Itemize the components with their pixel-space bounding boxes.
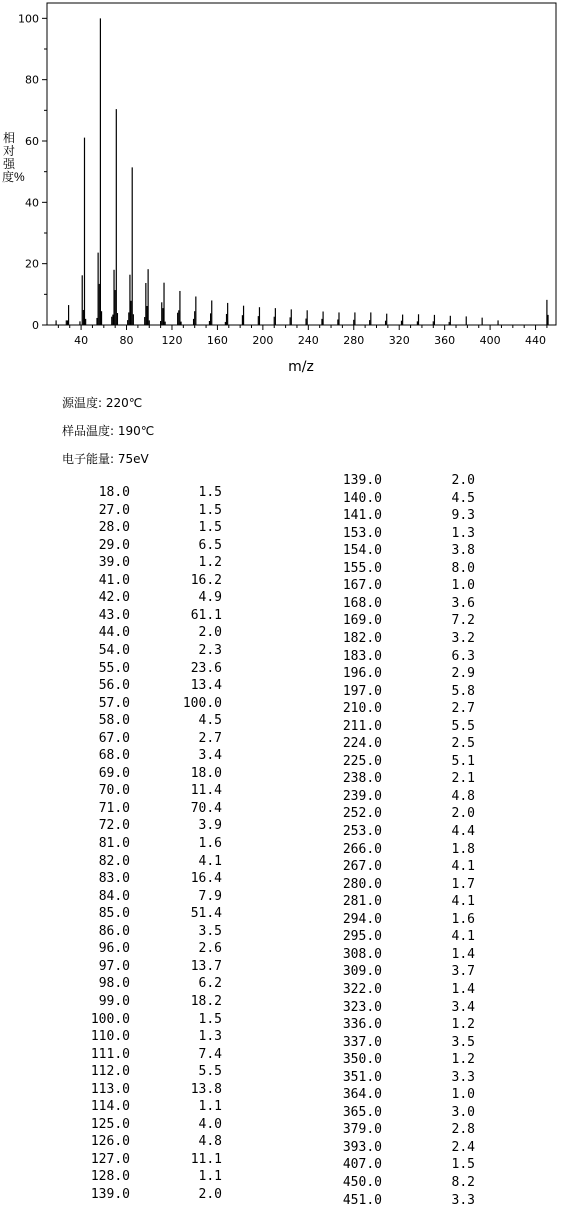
table-row: [0, 537, 290, 555]
mz-value: 112.0: [90, 1064, 130, 1080]
abundance-value: 3.3: [451, 1192, 475, 1208]
table-row: [0, 1116, 290, 1134]
mz-value: 28.0: [98, 520, 130, 536]
table-row: [290, 1034, 570, 1052]
mz-value: 253.0: [342, 824, 382, 839]
table-row: [0, 1098, 290, 1116]
table-row: [290, 823, 570, 841]
mz-value: 39.0: [98, 555, 130, 571]
electron-energy: 电子能量: 75eV: [62, 452, 149, 466]
table-row: [0, 747, 290, 765]
abundance-value: 3.8: [451, 543, 475, 559]
abundance-value: 4.8: [451, 788, 475, 804]
spectrum-bars: [56, 18, 548, 325]
table-row: [0, 572, 290, 590]
table-row: [0, 642, 290, 660]
mz-value: 393.0: [342, 1139, 382, 1155]
mz-value: 86.0: [98, 923, 130, 939]
table-row: [0, 1151, 290, 1169]
mz-value: 29.0: [98, 537, 130, 553]
table-row: [0, 1133, 290, 1151]
mz-value: 294.0: [342, 911, 382, 927]
mz-value: 126.0: [90, 1134, 130, 1150]
mz-value: 97.0: [98, 958, 130, 974]
abundance-value: 3.2: [451, 630, 475, 646]
x-tick-label: 120: [161, 334, 183, 347]
abundance-value: 4.1: [198, 853, 222, 869]
abundance-value: 4.4: [451, 824, 475, 839]
table-row: [290, 1051, 570, 1069]
mz-value: 365.0: [342, 1104, 382, 1120]
table-row: [0, 660, 290, 678]
mz-value: 281.0: [342, 894, 382, 910]
mz-value: 44.0: [98, 625, 130, 641]
y-tick-label: 40: [25, 196, 39, 210]
x-tick-label: 360: [434, 334, 456, 347]
mz-value: 114.0: [90, 1099, 130, 1115]
abundance-value: 2.0: [198, 625, 222, 641]
table-row: [0, 1011, 290, 1029]
abundance-value: 3.3: [451, 1069, 475, 1085]
mz-value: 196.0: [342, 666, 382, 682]
mz-value: 82.0: [98, 853, 130, 869]
abundance-value: 6.2: [198, 976, 222, 992]
abundance-value: 3.7: [451, 964, 475, 980]
abundance-value: 1.4: [451, 981, 475, 997]
mass-spectrum-chart: [0, 0, 570, 380]
mz-value: 83.0: [98, 871, 130, 887]
mz-value: 154.0: [342, 543, 382, 559]
table-row: [290, 700, 570, 718]
abundance-value: 7.2: [451, 613, 475, 629]
abundance-value: 3.5: [451, 1034, 475, 1050]
abundance-value: 4.0: [198, 1116, 222, 1132]
abundance-value: 70.4: [190, 800, 222, 816]
abundance-value: 3.0: [451, 1104, 475, 1120]
mz-value: 169.0: [342, 613, 382, 629]
abundance-value: 2.7: [198, 730, 222, 746]
x-tick-label: 80: [119, 334, 134, 347]
mz-value: 81.0: [98, 836, 130, 851]
mz-value: 139.0: [342, 473, 382, 488]
table-row: [0, 975, 290, 993]
table-row: [0, 519, 290, 537]
abundance-value: 8.0: [451, 560, 475, 576]
y-tick-label: 80: [25, 73, 39, 87]
table-row: [290, 963, 570, 981]
table-row: [0, 607, 290, 625]
mz-value: 266.0: [342, 841, 382, 857]
mz-value: 98.0: [98, 976, 130, 992]
mz-value: 140.0: [342, 490, 382, 506]
table-row: [290, 858, 570, 876]
table-row: [0, 940, 290, 958]
abundance-value: 1.5: [198, 520, 222, 536]
abundance-value: 1.5: [198, 502, 222, 518]
mz-value: 85.0: [98, 906, 130, 922]
table-row: [290, 788, 570, 806]
table-row: [0, 905, 290, 923]
abundance-value: 1.5: [198, 1011, 222, 1027]
abundance-value: 1.0: [451, 578, 475, 594]
abundance-value: 1.5: [198, 485, 222, 500]
table-row: [0, 1081, 290, 1099]
abundance-value: 16.4: [190, 871, 222, 887]
table-row: [290, 490, 570, 508]
table-row: [0, 695, 290, 713]
mz-value: 41.0: [98, 572, 130, 588]
table-row: [0, 817, 290, 835]
table-row: [0, 1046, 290, 1064]
abundance-value: 2.8: [451, 1122, 475, 1138]
table-row: [0, 870, 290, 888]
x-axis-label: m/z: [288, 359, 314, 375]
mz-value: 18.0: [98, 485, 130, 500]
mz-value: 42.0: [98, 590, 130, 606]
abundance-value: 9.3: [451, 508, 475, 524]
mz-value: 43.0: [98, 607, 130, 623]
mz-value: 183.0: [342, 648, 382, 664]
abundance-value: 61.1: [190, 607, 222, 623]
x-tick-label: 40: [74, 334, 89, 347]
table-row: [0, 1063, 290, 1081]
abundance-value: 1.6: [198, 836, 222, 851]
abundance-value: 4.5: [198, 713, 222, 729]
x-tick-label: 400: [479, 334, 501, 347]
source-temperature: 源温度: 220℃: [62, 396, 143, 410]
mz-value: 252.0: [342, 806, 382, 822]
abundance-value: 1.5: [451, 1157, 475, 1173]
peak-table-right: [290, 472, 570, 1212]
mz-value: 450.0: [342, 1175, 382, 1190]
abundance-value: 4.1: [451, 859, 475, 875]
mz-value: 139.0: [90, 1187, 130, 1202]
table-row: [290, 507, 570, 525]
mz-value: 99.0: [98, 993, 130, 1009]
mz-value: 70.0: [98, 783, 130, 799]
abundance-value: 2.1: [451, 771, 475, 787]
abundance-value: 2.6: [198, 941, 222, 957]
table-row: [0, 923, 290, 941]
mz-value: 84.0: [98, 888, 130, 904]
table-row: [0, 782, 290, 800]
plot-frame: [47, 3, 556, 325]
table-row: [290, 560, 570, 578]
abundance-value: 1.2: [198, 555, 222, 571]
y-tick-label: 20: [25, 257, 39, 271]
y-tick-label: 100: [18, 12, 39, 26]
abundance-value: 13.7: [190, 958, 222, 974]
abundance-value: 6.3: [451, 648, 475, 664]
mz-value: 337.0: [342, 1034, 382, 1050]
mz-value: 27.0: [98, 502, 130, 518]
mz-value: 211.0: [342, 718, 382, 734]
mz-value: 407.0: [342, 1157, 382, 1173]
abundance-value: 3.9: [198, 818, 222, 834]
table-row: [290, 1069, 570, 1087]
mz-value: 197.0: [342, 683, 382, 699]
table-row: [290, 876, 570, 894]
abundance-value: 3.6: [451, 595, 475, 611]
y-axis-label: 相对强度%: [2, 131, 25, 184]
mz-value: 295.0: [342, 929, 382, 945]
table-row: [0, 993, 290, 1011]
table-row: [0, 958, 290, 976]
table-row: [0, 1168, 290, 1186]
mz-value: 239.0: [342, 788, 382, 804]
axis-ticks: [18, 12, 547, 347]
abundance-value: 1.7: [451, 876, 475, 892]
table-row: [290, 735, 570, 753]
y-tick-label: 60: [25, 135, 39, 148]
abundance-value: 3.4: [451, 999, 475, 1015]
abundance-value: 1.2: [451, 1052, 475, 1068]
table-row: [290, 893, 570, 911]
mz-value: 364.0: [342, 1087, 382, 1103]
abundance-value: 4.8: [198, 1134, 222, 1150]
y-tick-label: 0: [32, 319, 39, 332]
abundance-value: 1.6: [451, 911, 475, 927]
x-tick-label: 160: [206, 334, 228, 347]
abundance-value: 8.2: [451, 1175, 475, 1190]
mz-value: 55.0: [98, 660, 130, 676]
abundance-value: 4.9: [198, 590, 222, 606]
table-row: [0, 888, 290, 906]
abundance-value: 16.2: [190, 572, 222, 588]
abundance-value: 23.6: [190, 660, 222, 676]
abundance-value: 13.4: [190, 678, 222, 694]
mz-value: 224.0: [342, 736, 382, 752]
abundance-value: 51.4: [190, 906, 222, 922]
mz-value: 71.0: [98, 800, 130, 816]
table-row: [0, 502, 290, 520]
abundance-value: 1.8: [451, 841, 475, 857]
table-row: [290, 683, 570, 701]
abundance-value: 1.0: [451, 1087, 475, 1103]
table-row: [290, 718, 570, 736]
mz-value: 67.0: [98, 730, 130, 746]
abundance-value: 5.1: [451, 753, 475, 769]
table-row: [0, 677, 290, 695]
peak-table-left: [0, 484, 290, 1204]
mz-value: 280.0: [342, 876, 382, 892]
table-row: [290, 805, 570, 823]
table-row: [0, 800, 290, 818]
table-row: [290, 770, 570, 788]
mz-value: 110.0: [90, 1029, 130, 1045]
abundance-value: 2.5: [451, 736, 475, 752]
x-tick-label: 320: [388, 334, 410, 347]
mz-value: 267.0: [342, 859, 382, 875]
table-row: [290, 1174, 570, 1192]
table-row: [290, 753, 570, 771]
abundance-value: 1.1: [198, 1099, 222, 1115]
abundance-value: 3.5: [198, 923, 222, 939]
mz-value: 68.0: [98, 748, 130, 764]
table-row: [290, 928, 570, 946]
mz-value: 125.0: [90, 1116, 130, 1132]
abundance-value: 11.4: [190, 783, 222, 799]
mz-value: 182.0: [342, 630, 382, 646]
mz-value: 69.0: [98, 765, 130, 781]
table-row: [290, 595, 570, 613]
table-row: [0, 554, 290, 572]
table-row: [290, 630, 570, 648]
table-row: [290, 665, 570, 683]
abundance-value: 4.1: [451, 929, 475, 945]
x-tick-label: 280: [343, 334, 365, 347]
table-row: [0, 765, 290, 783]
table-row: [290, 999, 570, 1017]
mz-value: 96.0: [98, 941, 130, 957]
mz-value: 168.0: [342, 595, 382, 611]
abundance-value: 1.2: [451, 1017, 475, 1033]
table-row: [0, 835, 290, 853]
table-row: [290, 1192, 570, 1210]
table-row: [290, 1139, 570, 1157]
abundance-value: 2.0: [451, 806, 475, 822]
abundance-value: 4.1: [451, 894, 475, 910]
table-row: [290, 946, 570, 964]
table-row: [0, 589, 290, 607]
abundance-value: 1.3: [451, 525, 475, 541]
abundance-value: 1.4: [451, 946, 475, 962]
mz-value: 56.0: [98, 678, 130, 694]
abundance-value: 2.3: [198, 642, 222, 658]
mz-value: 451.0: [342, 1192, 382, 1208]
mz-value: 155.0: [342, 560, 382, 576]
x-tick-label: 440: [525, 334, 547, 347]
mz-value: 322.0: [342, 981, 382, 997]
mz-value: 58.0: [98, 713, 130, 729]
table-row: [290, 1104, 570, 1122]
table-row: [290, 648, 570, 666]
mz-value: 54.0: [98, 642, 130, 658]
abundance-value: 13.8: [190, 1081, 222, 1097]
table-row: [0, 1028, 290, 1046]
abundance-value: 4.5: [451, 490, 475, 506]
table-row: [290, 911, 570, 929]
mz-value: 379.0: [342, 1122, 382, 1138]
mz-value: 309.0: [342, 964, 382, 980]
mz-value: 127.0: [90, 1151, 130, 1167]
abundance-value: 100.0: [182, 695, 222, 711]
table-row: [290, 577, 570, 595]
mz-value: 128.0: [90, 1169, 130, 1185]
abundance-value: 7.4: [198, 1046, 222, 1062]
mz-value: 72.0: [98, 818, 130, 834]
table-row: [290, 525, 570, 543]
x-tick-label: 200: [252, 334, 274, 347]
mz-value: 111.0: [90, 1046, 130, 1062]
x-tick-label: 240: [297, 334, 319, 347]
mz-value: 323.0: [342, 999, 382, 1015]
mz-value: 308.0: [342, 946, 382, 962]
table-row: [290, 1016, 570, 1034]
mz-value: 141.0: [342, 508, 382, 524]
abundance-value: 6.5: [198, 537, 222, 553]
abundance-value: 2.7: [451, 701, 475, 717]
abundance-value: 1.1: [198, 1169, 222, 1185]
mz-value: 113.0: [90, 1081, 130, 1097]
table-row: [290, 1086, 570, 1104]
abundance-value: 2.0: [198, 1187, 222, 1202]
abundance-value: 2.0: [451, 473, 475, 488]
mz-value: 350.0: [342, 1052, 382, 1068]
mz-value: 167.0: [342, 578, 382, 594]
mz-value: 351.0: [342, 1069, 382, 1085]
abundance-value: 1.3: [198, 1029, 222, 1045]
mz-value: 57.0: [98, 695, 130, 711]
sample-temperature: 样品温度: 190℃: [62, 424, 155, 438]
abundance-value: 7.9: [198, 888, 222, 904]
table-row: [0, 712, 290, 730]
abundance-value: 5.5: [198, 1064, 222, 1080]
table-row: [0, 484, 290, 502]
mz-value: 238.0: [342, 771, 382, 787]
table-row: [290, 841, 570, 859]
table-row: [290, 1121, 570, 1139]
abundance-value: 3.4: [198, 748, 222, 764]
abundance-value: 18.2: [190, 993, 222, 1009]
table-row: [0, 624, 290, 642]
table-row: [290, 612, 570, 630]
abundance-value: 18.0: [190, 765, 222, 781]
abundance-value: 2.9: [451, 666, 475, 682]
abundance-value: 5.5: [451, 718, 475, 734]
mz-value: 336.0: [342, 1017, 382, 1033]
mz-value: 210.0: [342, 701, 382, 717]
table-row: [290, 472, 570, 490]
table-row: [290, 542, 570, 560]
table-row: [0, 1186, 290, 1204]
abundance-value: 2.4: [451, 1139, 475, 1155]
table-row: [0, 730, 290, 748]
table-row: [290, 981, 570, 999]
mz-value: 100.0: [90, 1011, 130, 1027]
table-row: [0, 853, 290, 871]
mz-value: 225.0: [342, 753, 382, 769]
mz-value: 153.0: [342, 525, 382, 541]
table-row: [290, 1156, 570, 1174]
abundance-value: 5.8: [451, 683, 475, 699]
abundance-value: 11.1: [190, 1151, 222, 1167]
